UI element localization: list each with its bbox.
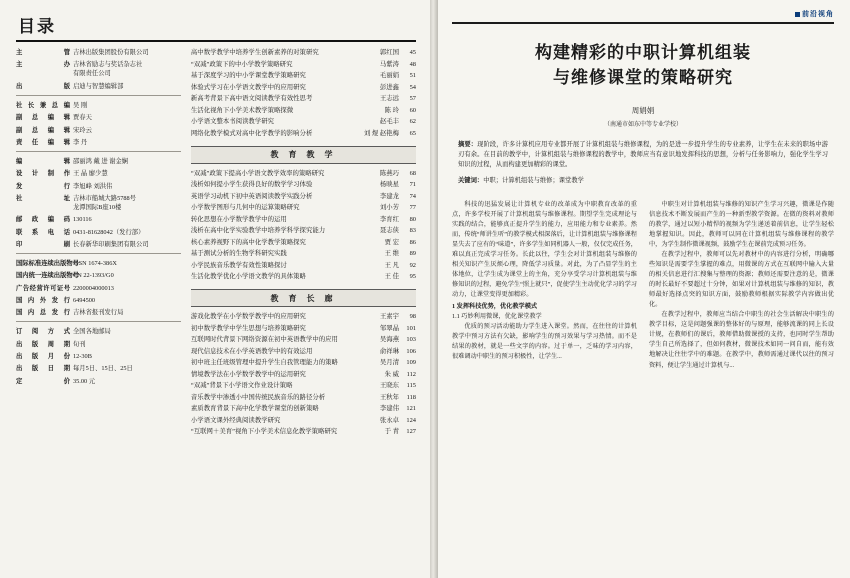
toc-entry[interactable]: [191, 215, 416, 225]
article-paragraph: 优质的预习活动能助力学生进入课堂。然而，在往往的计算机教学中预习方法有欠缺，影响学生的预习效果与学习热情。而不是结果的教材，就是一些文字的内容。过于单一，乏味的学习内容，很难调动中职生的预习积极性，让学生...: [452, 323, 637, 361]
toc-entry[interactable]: [191, 347, 416, 357]
abstract-label: 摘要：: [458, 140, 478, 148]
imprint-value: 启迪与智慧编辑部: [73, 82, 124, 90]
toc-entry[interactable]: [191, 416, 416, 426]
article-author: 周娟娟: [631, 105, 655, 115]
imprint-label: 印刷: [16, 240, 70, 248]
toc-entry-title: 初中数学教学中学生思想与培养策略研究: [190, 324, 306, 332]
imprint-label: 出版周期: [16, 340, 70, 348]
imprint-value: 吴 刚: [73, 101, 88, 109]
toc-entry-page: 89: [409, 250, 416, 258]
article-paragraph: 在教学过程中，教师可以先对教材中的内容进行分析，明确哪些知识是需要学生掌握的难点，用微课的方式在互联网中输入大量的相关信息进行汇搜集与整理的资源；教师还需要注意的是，微课的时长最好不要超过十分钟，如果对计算机组装与维修的知识，教师最好选择点突的知识方面，鼓励教师根据实际教学内容做出优化。: [649, 250, 834, 309]
toc-entry-page: 77: [409, 204, 416, 212]
toc-entry[interactable]: [191, 203, 416, 213]
imprint-row: [16, 169, 181, 178]
toc-entry-page: 54: [409, 83, 416, 91]
header-divider: [452, 22, 834, 24]
abstract-body: 现阶段，许多计算机应用专业都开展了计算机组装与维修课程，为的是进一步提升学生的专业素养，让学生在未来的职场中游刃有余。在目前的教学中，计算机组装与维修课程的教学中，教师应当有意识地发挥科技的思想，分析与任务影响力，强化学生学习知识的过程，从而构建更加精彩的课堂。: [458, 140, 829, 168]
toc-entry-author: 王晓东: [379, 382, 399, 390]
imprint-value: 6494500: [73, 297, 96, 304]
toc-entry-author: 陈 玲: [384, 106, 399, 114]
article-paragraph: 在教学过程中，教师应当结合中职生的社会生活解决中职生的教学目标，这是问题强课的整体好的与原理，能够流课的同上长设计规，在教师们的课后，教师借助微课授的支持，也同时学生帮助学生自己所选择了，但如何教材，微课技术如同一问自而，能有效地解决让往往学中的难题。在教学中，教师需通过课代以往的预习资料，便让学生通过计算机与...: [649, 311, 834, 369]
toc-entry-page: 86: [409, 238, 416, 246]
imprint-divider: [16, 253, 181, 254]
toc-entry-title: 小学数学图形与几何中的运算策略研究: [190, 204, 300, 212]
imprint-row: [16, 296, 181, 305]
article-affiliation: （南通市如东中等专业学校）: [603, 121, 682, 128]
toc-entry-title: 核心素养视野下的高中化学教学策略探究: [190, 238, 306, 246]
toc-entry[interactable]: [191, 238, 416, 248]
toc-entry-page: 60: [409, 106, 416, 114]
imprint-value: 每月5日、15日、25日: [73, 365, 133, 373]
toc-entry[interactable]: [191, 83, 416, 93]
toc-entry-page: 62: [409, 118, 416, 126]
toc-entry-title: 音乐教学中渗透小中国传统民族音乐的路径分析: [190, 393, 326, 401]
toc-entry-title: 基于深度学习的中小学课堂教学策略研究: [190, 72, 306, 80]
imprint-value: 全国各地邮局: [73, 328, 111, 336]
imprint-row: [16, 48, 181, 57]
toc-entry-title: “双减”政策下提高小学语文教学效率的策略研究: [190, 169, 325, 177]
toc-entry[interactable]: [191, 94, 416, 104]
article-paragraph: 科技的迅猛发展让计算机专业的改革成为中职教育改革的重点，许多学校开展了计算机组装与维修课程。期望学生完成理论与实践的结合，能够真正提升学生的能力，应用能力和专业素养。然而，传统“师讲生听”的教学模式相深落后，让计算机组装与维修课程显失去了应有的“味道”，许多学生如同机器人一般，仅仅完成任务，难以真正完成学习任务。长此以往，学生会对计算机组装与维修的相关知识产生厌烦心理，降低学习质量。对此，为了凸显学生的主体地位，让学生成为课堂上的主角，充分享受学习计算机组装与维修知识的过程，避免学生“照上就只”，促使学生主动优化学习的学习动力，让课堂变得更加精彩。: [452, 200, 637, 299]
toc-entry-author: 王秋年: [379, 393, 399, 401]
toc-entry[interactable]: [191, 226, 416, 236]
brand-square-icon: [795, 12, 800, 17]
imprint-label: 发行: [16, 182, 70, 190]
imprint-row: [16, 228, 181, 237]
page-gutter: [430, 0, 438, 578]
imprint-row: [16, 377, 181, 386]
toc-entry-title: 小学语文整本书阅读教学研究: [190, 118, 274, 126]
toc-entry[interactable]: [191, 117, 416, 127]
toc-entry-page: 48: [409, 60, 416, 68]
toc-entry-title: 情境教学法在小学数学教学中的运用研究: [190, 370, 306, 378]
toc-entry-title: “互联网＋美育”视角下小学美术信息化教学策略研究: [190, 428, 338, 436]
toc-entry-title: 网络化教学模式对高中化学教学的影响分析: [190, 129, 313, 137]
imprint-row: [16, 215, 181, 224]
toc-entry-author: 吴月清: [379, 359, 399, 367]
toc-entry[interactable]: [191, 129, 416, 139]
article-subheading: 1 发挥科技优势，优化教学模式: [452, 303, 538, 311]
imprint-row: [16, 259, 181, 268]
toc-entry-author: 刘 煜 赵艳梅: [363, 129, 399, 137]
imprint-value: 0431-81628042（发行部）: [73, 228, 145, 236]
toc-entry-title: “双减”政策下的中小学教学策略研究: [190, 60, 293, 68]
page-title: 目录: [18, 17, 56, 36]
toc-entry-page: 45: [409, 49, 416, 56]
toc-entry[interactable]: [191, 261, 416, 271]
article-title: [452, 40, 834, 91]
toc-entry-page: 112: [406, 370, 416, 378]
toc-entry-author: 贾 宏: [384, 238, 399, 246]
running-header: [452, 8, 834, 20]
imprint-column: [16, 48, 181, 439]
toc-entry-title: 英语学习动机下初中英语阅读教学实践分析: [190, 192, 313, 200]
toc-entry-page: 71: [409, 181, 416, 189]
toc-entry-page: 121: [406, 405, 416, 413]
imprint-value: 12-30B: [73, 353, 92, 361]
imprint-row: [16, 126, 181, 135]
imprint-label: 出版日期: [16, 365, 70, 373]
imprint-label: 责任编辑: [16, 138, 70, 146]
toc-entry-page: 65: [409, 129, 416, 137]
toc-section-heading: 教 育 教 学: [191, 146, 416, 164]
toc-entry-page: 57: [409, 95, 416, 103]
toc-entry-author: 李建龙: [379, 192, 399, 200]
toc-entry[interactable]: [191, 381, 416, 391]
toc-entry-title: 小学语文课外经典阅读教学研究: [190, 416, 281, 424]
abstract-block: [458, 140, 828, 186]
toc-entry-author: 马紫涛: [379, 60, 399, 68]
imprint-row: [16, 101, 181, 110]
toc-entry[interactable]: [191, 106, 416, 116]
imprint-row: [16, 271, 181, 280]
imprint-row: [16, 113, 181, 122]
toc-entry-page: 98: [409, 313, 416, 321]
imprint-value: 王 晶 廖少慧: [73, 170, 108, 178]
toc-entry-title: “双减”背景下小学语文作业设计策略: [190, 382, 293, 390]
toc-entry-author: 王 维: [384, 250, 399, 258]
article-column-right: [649, 200, 834, 371]
toc-entry-author: 杨映星: [379, 181, 399, 189]
imprint-label: 国内外发行: [16, 297, 70, 304]
imprint-row: [16, 340, 181, 349]
toc-entry-author: 李育红: [379, 215, 399, 223]
toc-entry[interactable]: [191, 393, 416, 403]
imprint-row: [16, 138, 181, 147]
imprint-value: 吉林省励志与奖话杂志社 有限责任公司: [70, 60, 181, 78]
toc-entry-author: 吴海燕: [379, 336, 399, 344]
toc-entry[interactable]: [191, 249, 416, 259]
imprint-value: 宋玲云: [73, 126, 92, 134]
imprint-label: 国际标准连续出版物号: [16, 260, 79, 268]
imprint-label: 副总编辑: [16, 126, 70, 134]
imprint-value: CN 22-1393/G0: [73, 272, 114, 280]
toc-entry-page: 127: [406, 428, 416, 436]
toc-entry-page: 80: [409, 215, 416, 223]
imprint-row: [16, 82, 181, 91]
imprint-label: 出版月份: [16, 353, 70, 361]
article-subheading: 1.1 巧妙利用微课，优化课堂教学: [452, 313, 542, 321]
imprint-label: 主办: [16, 61, 70, 69]
toc-entry-title: 浅析在高中化学实验教学中培养学科学探究能力: [190, 227, 326, 235]
imprint-label: 邮政编码: [16, 216, 70, 224]
imprint-label: 联系电话: [16, 228, 70, 236]
toc-entry-author: 张永卓: [379, 416, 399, 424]
toc-entry-author: 王志远: [379, 95, 399, 103]
toc-entry-author: 刘小芳: [379, 204, 399, 212]
imprint-row: [16, 194, 181, 212]
imprint-value: 李旭峰 刘洪伟: [73, 182, 113, 190]
toc-entry-author: 朱 威: [384, 370, 399, 378]
imprint-row: [16, 327, 181, 336]
imprint-label: 社址: [16, 194, 70, 202]
imprint-label: 社长兼总编: [16, 101, 70, 109]
toc-entry-title: 浅析如何提小学生获得良好的数学学习体验: [190, 181, 313, 189]
toc-entry[interactable]: [191, 169, 416, 179]
imprint-value: 长春新华印刷集团有限公司: [73, 240, 149, 248]
toc-entry[interactable]: [191, 312, 416, 322]
toc-entry-title: 初中班主任班级管理中提升学生自我管理能力的策略: [190, 359, 338, 367]
toc-entry-author: 李建伟: [379, 405, 399, 413]
toc-entry[interactable]: [191, 180, 416, 190]
toc-entry-author: 俞祥琳: [379, 347, 399, 355]
toc-entry-page: 74: [409, 192, 416, 200]
abstract-text: [458, 140, 828, 170]
article-title-line2: 与维修课堂的策略研究: [553, 68, 733, 87]
toc-entry[interactable]: [191, 48, 416, 58]
imprint-label: 出版: [16, 82, 70, 90]
imprint-divider: [16, 321, 181, 322]
toc-column: [191, 48, 416, 439]
toc-entry-page: 106: [406, 347, 416, 355]
imprint-value: 吉林出版集团股份有限公司: [73, 49, 149, 56]
imprint-label: 国内总发行: [16, 309, 70, 317]
toc-entry[interactable]: [191, 370, 416, 380]
toc-entry[interactable]: [191, 60, 416, 70]
toc-entry-author: 赵毛丰: [379, 118, 399, 126]
toc-entry-page: 83: [409, 227, 416, 235]
title-divider: [16, 40, 416, 42]
imprint-divider: [16, 95, 181, 96]
imprint-label: 国内统一连续出版物号: [16, 272, 79, 280]
toc-entry-page: 92: [409, 261, 416, 269]
imprint-label: 编辑: [16, 157, 70, 165]
toc-entry-title: 新高考背景下高中语文阅读教学有效性思考: [190, 95, 313, 103]
toc-entry-title: 基于测试分析的生物学科研究实践: [190, 250, 287, 258]
toc-entry-author: 聂志侠: [379, 227, 399, 235]
imprint-value: 吉林省报刊发行局: [73, 309, 124, 317]
imprint-label: 副总编辑: [16, 114, 70, 122]
imprint-value-sub: 龙潭国际B座10楼: [73, 204, 122, 211]
imprint-value: 130116: [73, 216, 92, 224]
imprint-row: [16, 352, 181, 361]
toc-entry-page: 95: [409, 273, 416, 281]
keywords-label: 关键词：: [458, 176, 484, 184]
section-brand: 前沿视角: [795, 9, 834, 19]
imprint-value: 旬刊: [73, 340, 86, 348]
toc-entry-title: 素质教育背景下高中化学教学课堂的创新策略: [190, 405, 319, 413]
toc-entry-author: 于 青: [384, 428, 399, 436]
toc-entry-author: 王 佳: [384, 273, 399, 281]
article-body: [452, 200, 834, 371]
imprint-value: 邵丽鸿 戴 进 谢金娴: [73, 157, 129, 165]
toc-entry-author: 郭红国: [379, 49, 399, 56]
toc-entry-title: 现代信息技术在小学英语教学中的有效运用: [190, 347, 313, 355]
toc-entry-title: 体验式学习在小学语文教学中的应用研究: [190, 83, 306, 91]
toc-entry-author: 陈燕巧: [379, 169, 399, 177]
imprint-row: [16, 364, 181, 373]
article-column-left: [452, 200, 637, 371]
imprint-value-sub: 有限责任公司: [73, 70, 111, 78]
keywords-body: 中职；计算机组装与维修；课堂教学: [483, 176, 584, 184]
imprint-value: 2200004000013: [73, 284, 114, 292]
toc-entry-title: 生活化教学优化小学语文教学的具体策略: [190, 273, 306, 281]
imprint-row: [16, 157, 181, 166]
toc-entry-author: 毛丽娟: [379, 72, 399, 80]
toc-entry-page: 115: [406, 382, 416, 390]
imprint-label: 订阅方式: [16, 328, 70, 336]
imprint-row: [16, 284, 181, 293]
imprint-label: 广告经营许可证号: [16, 284, 70, 292]
toc-section-heading: 教 育 长 廊: [191, 289, 416, 307]
imprint-value: 贾春天: [73, 114, 92, 122]
keywords-block: [458, 176, 828, 186]
toc-entry-page: 51: [409, 72, 416, 80]
toc-entry-page: 68: [409, 169, 416, 177]
toc-entry[interactable]: [191, 404, 416, 414]
toc-entry-author: 彭进鑫: [379, 83, 399, 91]
toc-entry-page: 118: [406, 393, 416, 401]
toc-entry-page: 101: [406, 324, 416, 332]
imprint-label: 主管: [16, 49, 70, 56]
imprint-value: ISSN 1674-386X: [73, 260, 117, 268]
toc-entry-author: 王素宇: [379, 313, 399, 321]
imprint-row: [16, 240, 181, 249]
toc-entry-title: 游戏化教学在小学数学教学中的应用研究: [190, 313, 306, 321]
article-title-line1: 构建精彩的中职计算机组装: [535, 42, 751, 62]
toc-entry-title: 生活化视角下小学美术教学策略探微: [190, 106, 294, 114]
imprint-value: 李 丹: [73, 138, 88, 146]
toc-entry[interactable]: [191, 335, 416, 345]
toc-entry-page: 124: [406, 416, 416, 424]
imprint-row: [16, 60, 181, 78]
imprint-label: 定价: [16, 377, 70, 385]
toc-entry[interactable]: [191, 272, 416, 282]
imprint-row: [16, 308, 181, 317]
imprint-divider: [16, 151, 181, 152]
toc-entry[interactable]: [191, 192, 416, 202]
toc-entry-title: 互联网时代背景下网络资源在初中英语教学中的应用: [190, 336, 338, 344]
toc-entry[interactable]: [191, 324, 416, 334]
toc-entry-title: 转化思想在小学数学教学中的运用: [190, 215, 287, 223]
toc-entry-author: 王 凡: [384, 261, 399, 269]
imprint-row: [16, 182, 181, 191]
right-page: [438, 0, 850, 578]
toc-entry[interactable]: [191, 71, 416, 81]
toc-entry-author: 邹翠晶: [379, 324, 399, 332]
toc-entry[interactable]: [191, 358, 416, 368]
toc-entry-title: 小学民族音乐教学有效性策略探讨: [190, 261, 287, 269]
imprint-label: 设计制作: [16, 170, 70, 178]
imprint-value: 35.00 元: [73, 377, 96, 385]
toc-entry-page: 103: [406, 336, 416, 344]
toc-entry[interactable]: [191, 427, 416, 437]
article-paragraph: 中职生对计算机组装与维修的知识产生学习兴趣，微课是作随信息技术不断发展而产生的一种新型教学资源。在微的资料对教师的教学，通过以短小精悍的视频为学生递送着前信息，让学生轻松地掌握知识。因此，教师可以同在计算机组装与维修课程的教学中，为学生制作微课视频，鼓励学生在课前完成预习任务。: [649, 200, 834, 248]
imprint-value: 吉林市船城大路5788号 龙潭国际B座10楼: [70, 194, 181, 212]
toc-entry-page: 109: [406, 359, 416, 367]
toc-entry-title: 高中数学教学中培养学生创新素养的对策研究: [190, 49, 319, 56]
